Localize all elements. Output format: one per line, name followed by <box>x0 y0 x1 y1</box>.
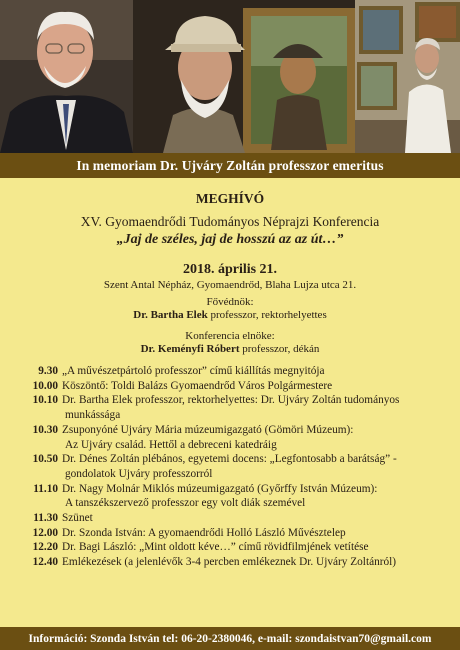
patron-line <box>0 309 460 321</box>
program-item <box>0 555 460 570</box>
program-time: 10.10 <box>32 394 58 407</box>
program-text: Dr. Bartha Elek professzor, rektorhelyettes: Dr. Ujváry Zoltán tudományos <box>62 394 400 407</box>
program-time: 10.00 <box>32 379 58 392</box>
program-item <box>0 511 460 526</box>
photo-strip <box>0 0 460 153</box>
program-text-continued: gondolatok Ujváry professzorról <box>65 467 213 480</box>
program-item <box>0 393 460 408</box>
program-text: Dr. Szonda István: A gyomaendrődi Holló László Művésztelep <box>62 526 346 539</box>
portrait-photo-1-image <box>0 0 133 153</box>
program-time: 10.50 <box>32 453 58 466</box>
program-item <box>0 482 460 497</box>
portrait-photo-3-image <box>355 0 460 153</box>
event-date: 2018. április 21. <box>182 262 278 277</box>
program-time: 10.30 <box>32 423 58 436</box>
program-text: Zsuponyóné Ujváry Mária múzeumigazgató (Gömöri Múzeum): <box>62 423 354 436</box>
patron-name: Dr. Bartha Elek <box>133 309 208 321</box>
chair-title: professzor, dékán <box>239 343 320 355</box>
conference-title: „Jaj de széles, jaj de hosszú az az út…” <box>116 232 344 247</box>
program-time: 11.30 <box>33 512 58 525</box>
program-text: Szünet <box>62 512 93 525</box>
program-time: 11.10 <box>33 482 58 495</box>
contact-footer <box>0 627 460 650</box>
program-item <box>0 379 460 394</box>
program-item <box>0 364 460 379</box>
program-item <box>0 452 460 467</box>
portrait-photo-2-image <box>133 0 355 153</box>
program-text: Köszöntő: Toldi Balázs Gyomaendrőd Város Polgármestere <box>62 379 333 392</box>
chair-line <box>0 343 460 355</box>
event-venue: Szent Antal Népház, Gyomaendrőd, Blaha Lujza utca 21. <box>103 279 357 291</box>
portrait-photo-3 <box>355 0 460 153</box>
program-time: 9.30 <box>38 365 58 377</box>
program-item <box>0 423 460 438</box>
program-text: Dr. Nagy Molnár Miklós múzeumigazgató (Győrffy István Múzeum): <box>62 482 378 495</box>
program-time: 12.20 <box>32 541 58 554</box>
program-text-continued: A tanszékszervező professzor egy volt diák szemével <box>65 497 306 510</box>
conference-name: XV. Gyomaendrődi Tudományos Néprajzi Konferencia <box>80 214 380 229</box>
patron-label: Fővédnök: <box>206 296 254 308</box>
invitation-heading: MEGHÍVÓ <box>195 191 265 206</box>
program-text: Dr. Bagi László: „Mint oldott kéve…” című rövidfilmjének vetítése <box>62 541 369 554</box>
program-text: „A művészetpártoló professzor” című kiállítás megnyitója <box>62 365 325 377</box>
program-text-continued: munkássága <box>65 409 121 422</box>
program-list <box>0 364 460 570</box>
memoriam-banner <box>0 153 460 178</box>
program-text: Emlékezések (a jelenlévők 3-4 percben emlékeznek Dr. Ujváry Zoltánról) <box>62 556 397 569</box>
program-text: Dr. Dénes Zoltán plébános, egyetemi docens: „Legfontosabb a barátság” - <box>62 453 397 466</box>
program-item <box>0 540 460 555</box>
program-text-continued: Az Ujváry család. Hettől a debreceni katedráig <box>65 438 277 451</box>
contact-info: Információ: Szonda István tel: 06-20-2380046, e-mail: szondaistvan70@gmail.com <box>28 632 432 645</box>
chair-label: Konferencia elnöke: <box>185 330 275 342</box>
program-time: 12.00 <box>32 526 58 539</box>
portrait-photo-2 <box>133 0 355 153</box>
program-time: 12.40 <box>32 556 58 569</box>
chair-name: Dr. Keményfi Róbert <box>140 343 240 355</box>
portrait-photo-1 <box>0 0 133 153</box>
patron-title: professzor, rektorhelyettes <box>207 309 327 321</box>
memoriam-title: In memoriam Dr. Ujváry Zoltán professzor emeritus <box>76 157 384 173</box>
program-item <box>0 526 460 541</box>
